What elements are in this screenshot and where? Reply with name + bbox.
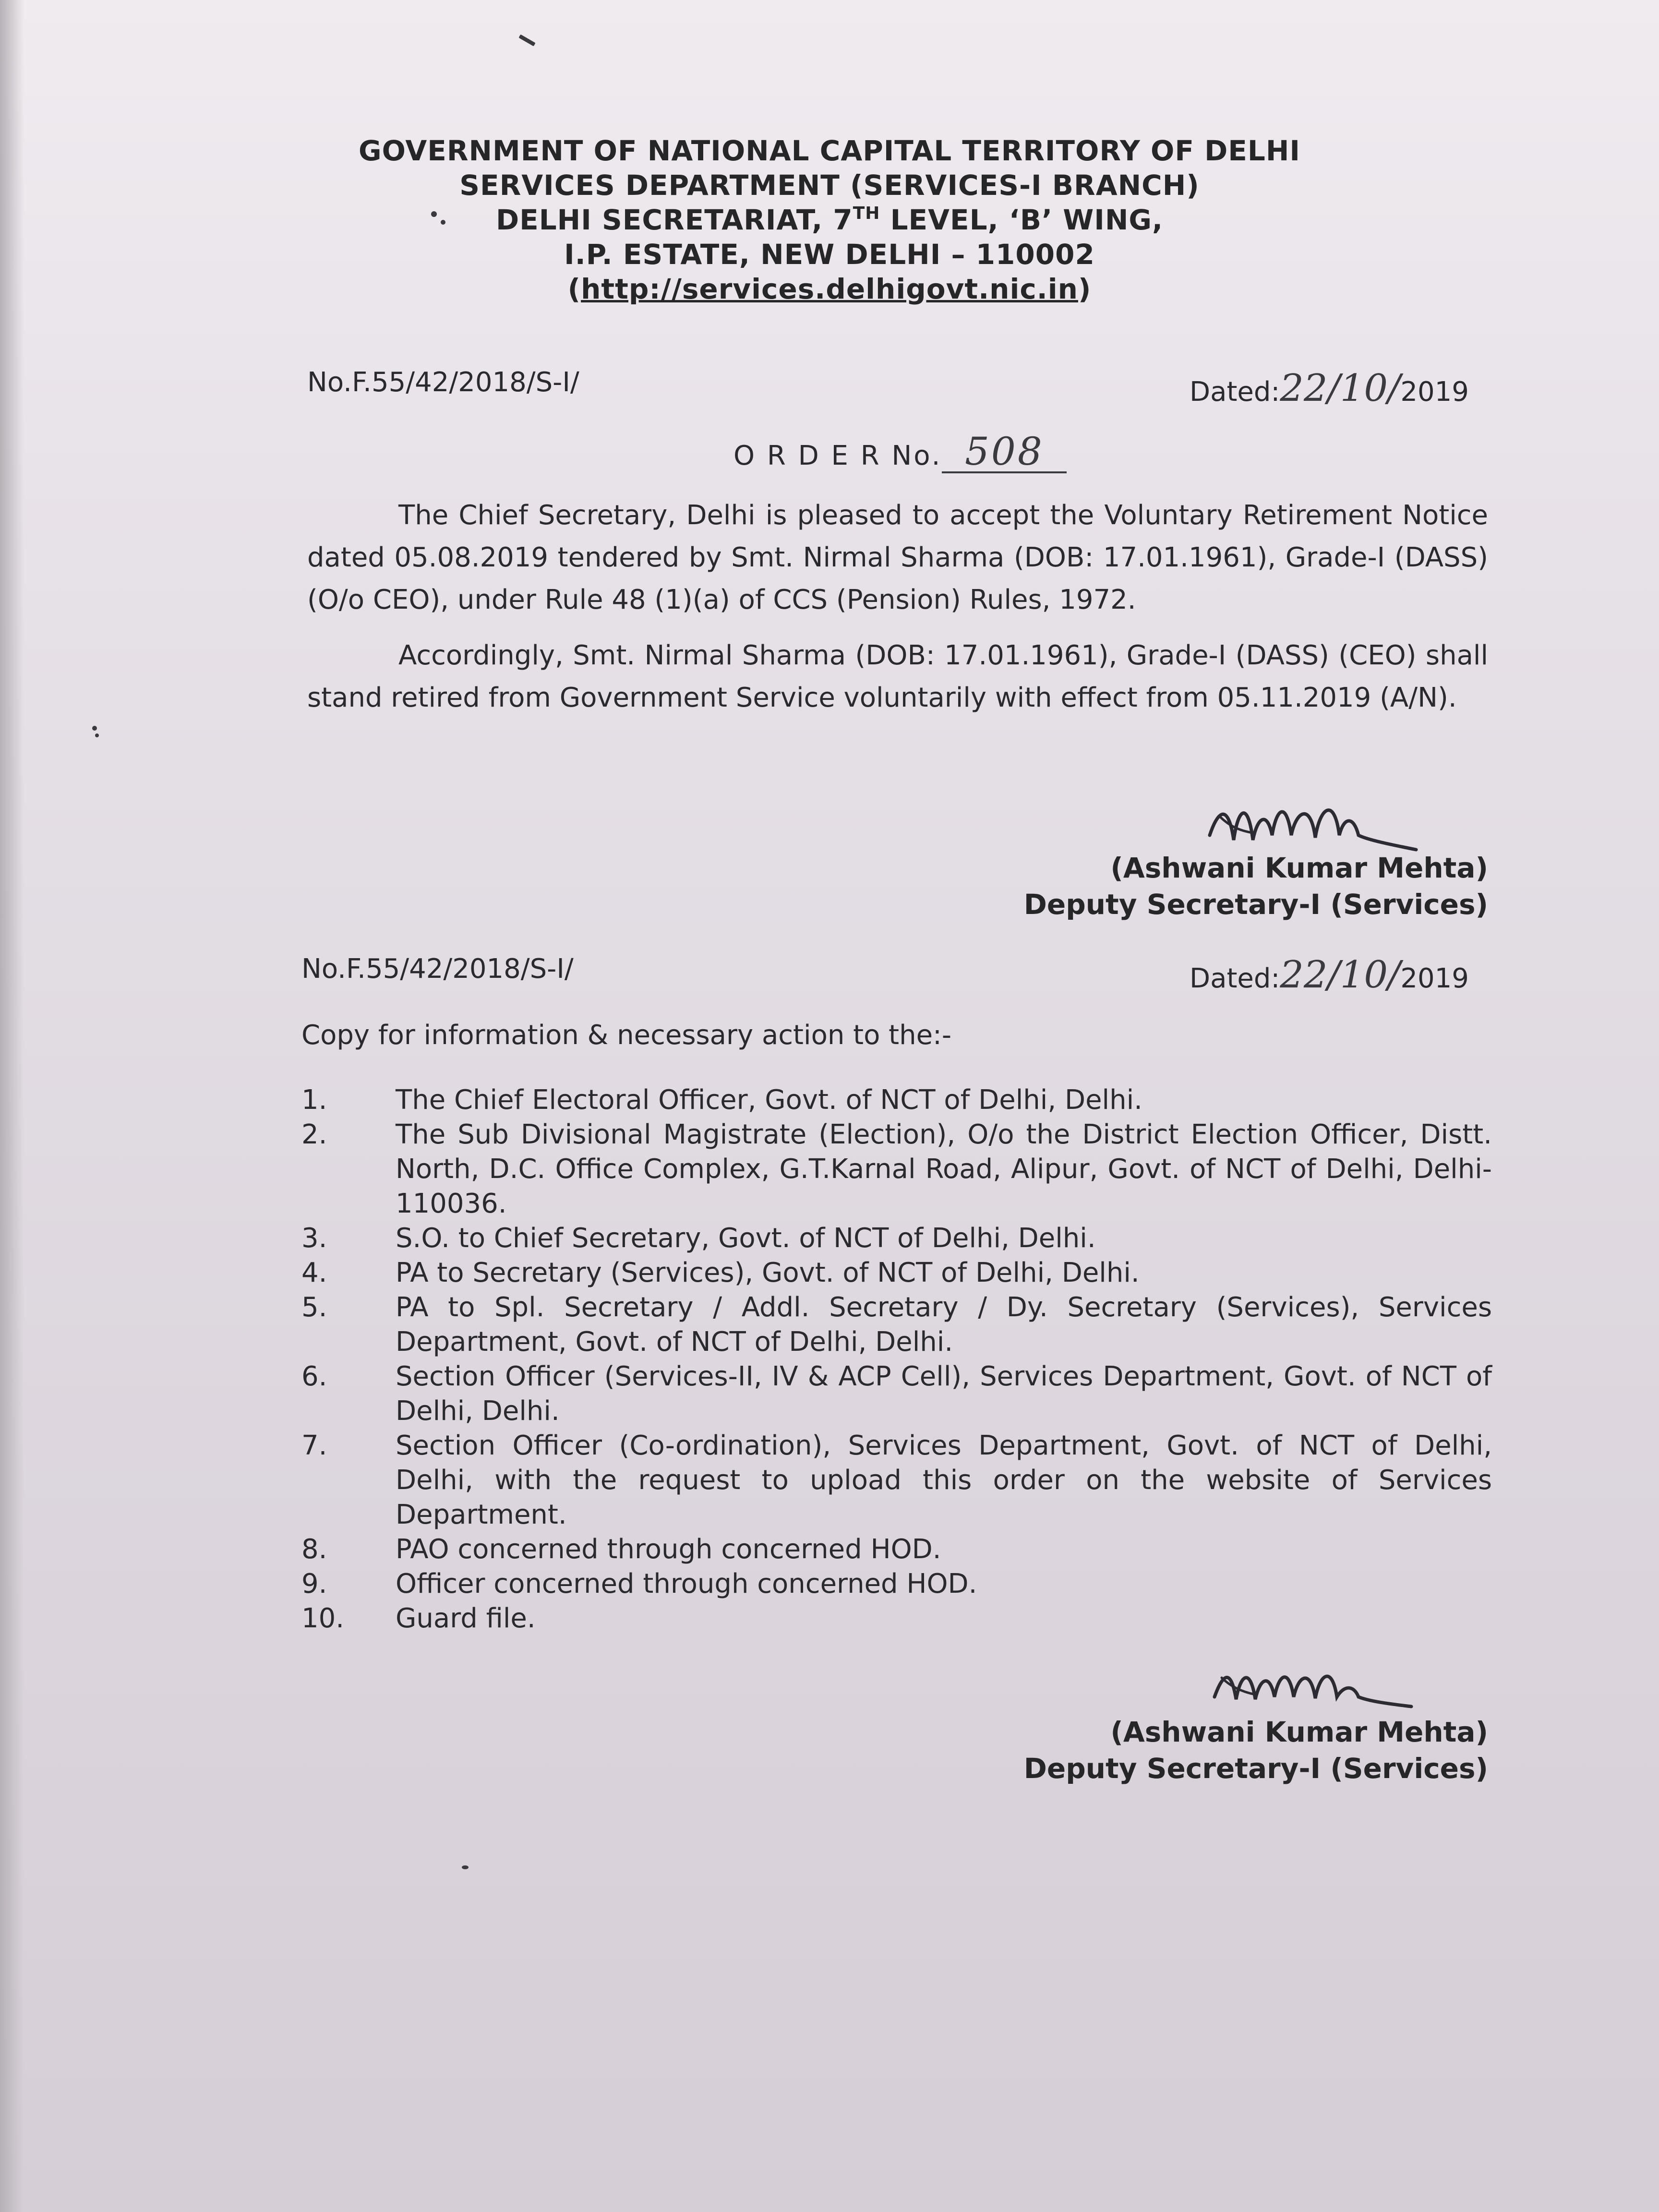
order-dated-label: Dated: (1190, 376, 1280, 408)
header-superscript: TH (853, 204, 880, 223)
order-paragraph-1: The Chief Secretary, Delhi is pleased to accept the Voluntary Retirement Notice dated 05.08.2019 tendered by Smt. Nirmal Sharma (DOB: 17.01.1961), Grade-I (DASS) (O/o CEO), under Rule 48 (1)(a) of CCS (Pension) Rules, 1972. (307, 500, 1488, 615)
signatory-designation: Deputy Secretary-I (Services) (1023, 1752, 1488, 1785)
list-item-text: PA to Spl. Secretary / Addl. Secretary / Dy. Secretary (Services), Services Department, Govt. of NCT of Delhi, Delhi. (396, 1292, 1492, 1358)
header-url-line: (http://services.delhigovt.nic.in) (567, 273, 1092, 305)
header-line-1: GOVERNMENT OF NATIONAL CAPITAL TERRITORY OF DELHI (358, 134, 1300, 167)
list-item-text: Guard file. (396, 1603, 536, 1634)
signatory-name: (Ashwani Kumar Mehta) (1110, 1716, 1488, 1748)
list-item-number: 5. (301, 1292, 327, 1323)
list-item-text: Officer concerned through concerned HOD. (396, 1568, 977, 1599)
signature-scribble (1205, 1651, 1416, 1723)
header-line-4: I.P. ESTATE, NEW DELHI – 110002 (564, 238, 1095, 271)
copy-dated-handwritten: 22/10/ (1280, 953, 1401, 997)
list-item-text: PA to Secretary (Services), Govt. of NCT of Delhi, Delhi. (396, 1257, 1140, 1288)
copy-dated-label: Dated: (1190, 963, 1280, 994)
list-item (301, 1083, 1492, 1118)
list-item-number: 4. (301, 1257, 327, 1288)
order-title (733, 429, 1067, 474)
list-item-number: 6. (301, 1361, 327, 1392)
order-dated (1190, 367, 1469, 410)
list-item (301, 1601, 1492, 1636)
copy-intro: Copy for information & necessary action to the:- (301, 1020, 952, 1051)
list-item-number: 10. (301, 1603, 345, 1634)
list-item-text: The Chief Electoral Officer, Govt. of NCT of Delhi, Delhi. (396, 1084, 1142, 1116)
signatory-name: (Ashwani Kumar Mehta) (1110, 852, 1488, 884)
list-item-number: 9. (301, 1568, 327, 1599)
header-line-3 (0, 204, 1659, 236)
order-file-number: No.F.55/42/2018/S-I/ (307, 367, 579, 398)
order-number-handwritten: 508 (942, 432, 1067, 473)
list-item-text: Section Officer (Services-II, IV & ACP Cell), Services Department, Govt. of NCT of Delhi, Delhi. (396, 1361, 1492, 1427)
signatory-designation: Deputy Secretary-I (Services) (1023, 888, 1488, 921)
list-item (301, 1359, 1492, 1429)
list-item-number: 8. (301, 1534, 327, 1565)
page-edge-shadow (0, 0, 24, 2212)
list-item (301, 1118, 1492, 1221)
ink-speck (518, 35, 535, 47)
department-url-link[interactable]: http://services.delhigovt.nic.in (581, 273, 1078, 305)
ink-speck (462, 1865, 469, 1869)
header-line-3-rest: LEVEL, ‘B’ WING, (880, 204, 1164, 236)
list-item-number: 2. (301, 1119, 327, 1150)
list-item (301, 1221, 1492, 1256)
list-item (301, 1532, 1492, 1567)
copy-dated-year: 2019 (1400, 963, 1469, 994)
list-item-number: 3. (301, 1223, 327, 1254)
copy-file-number: No.F.55/42/2018/S-I/ (301, 953, 574, 985)
list-item (301, 1256, 1492, 1290)
signature-block-1 (1024, 850, 1488, 923)
list-item-text: The Sub Divisional Magistrate (Election), O/o the District Election Officer, Distt. North, D.C. Office Complex, G.T.Karnal Road, Alipur, Govt. of NCT of Delhi, Delhi-110036. (396, 1119, 1492, 1219)
list-item-text: PAO concerned through concerned HOD. (396, 1534, 941, 1565)
list-item-text: S.O. to Chief Secretary, Govt. of NCT of Delhi, Delhi. (396, 1223, 1096, 1254)
order-dated-handwritten: 22/10/ (1280, 367, 1401, 410)
copy-dated (1190, 953, 1469, 997)
header-line-2: SERVICES DEPARTMENT (SERVICES-I BRANCH) (459, 169, 1200, 202)
copy-recipient-list (301, 1083, 1492, 1636)
list-item-number: 7. (301, 1430, 327, 1461)
order-dated-year: 2019 (1400, 376, 1469, 408)
list-item-number: 1. (301, 1084, 327, 1116)
signature-block-2 (1024, 1714, 1488, 1787)
list-item (301, 1429, 1492, 1532)
ink-speck (95, 733, 99, 737)
header-line-3-text: DELHI SECRETARIAT, 7 (495, 204, 853, 236)
list-item (301, 1567, 1492, 1601)
list-item-text: Section Officer (Co-ordination), Services Department, Govt. of NCT of Delhi, Delhi, with the request to upload this order on the website of Services Department. (396, 1430, 1492, 1530)
order-paragraph-2: Accordingly, Smt. Nirmal Sharma (DOB: 17.01.1961), Grade-I (DASS) (CEO) shall stand retired from Government Service voluntarily with effect from 05.11.2019 (A/N). (307, 640, 1488, 713)
ink-speck (92, 726, 97, 731)
order-title-label: O R D E R No. (733, 440, 942, 471)
list-item (301, 1290, 1492, 1359)
